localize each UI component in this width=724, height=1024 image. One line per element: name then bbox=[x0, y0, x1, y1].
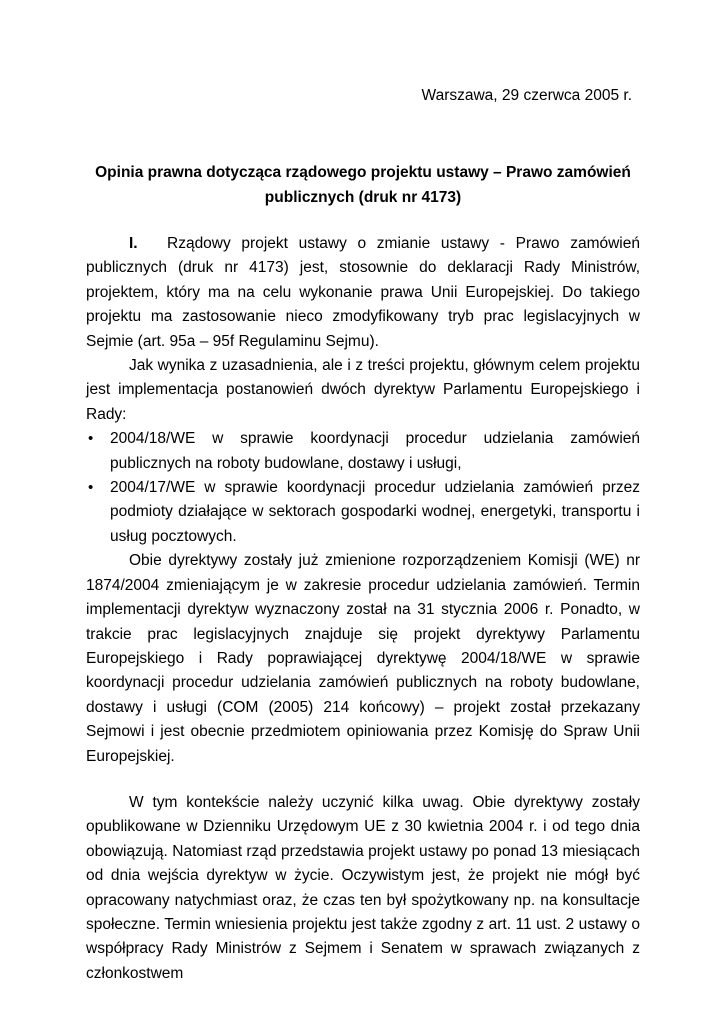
paragraph-4: W tym kontekście należy uczynić kilka uwag. Obie dyrektywy zostały opublikowane w Dzienniku Urzędowym UE z 30 kwietnia 2004 r. i od tego dnia obowiązują. Natomiast rząd przedstawia projekt ustawy po ponad 13 miesiącach od dnia wejścia dyrektyw w życie. Oczywistym jest, że projekt nie mógł być opracowany natychmiast oraz, że czas ten był spożytkowany np. na konsultacje społeczne. Termin wniesienia projektu jest także zgodny z art. 11 ust. 2 ustawy o współpracy Rady Ministrów z Sejmem i Senatem w sprawach związanych z członkostwem bbox=[86, 793, 640, 982]
document-date: Warszawa, 29 czerwca 2005 r. bbox=[421, 87, 632, 104]
document-title bbox=[86, 160, 640, 210]
paragraph-1-text: Rządowy projekt ustawy o zmianie ustawy - Prawo zamówień publicznych (druk nr 4173) jest, stosownie do deklaracji Rady Ministrów, projektem, który ma na celu wykonanie prawa Unii Europejskiej. Do takiego projektu ma zastosowanie nieco zmodyfikowany tryb prac legislacyjnych w Sejmie (art. 95a – 95f Regulaminu Sejmu). bbox=[86, 235, 640, 350]
paragraph-1 bbox=[86, 232, 640, 354]
title-line-1: Opinia prawna dotycząca rządowego projektu ustawy – Prawo zamówień bbox=[95, 164, 631, 181]
list-item-text: 2004/18/WE w sprawie koordynacji procedur udzielania zamówień publicznych na roboty budowlane, dostawy i usługi, bbox=[110, 430, 640, 472]
bullet-icon: • bbox=[88, 430, 94, 448]
list-item bbox=[86, 476, 640, 549]
paragraph-2: Jak wynika z uzasadnienia, ale i z treści projektu, głównym celem projektu jest implementacja postanowień dwóch dyrektyw Parlamentu Europejskiego i Rady: bbox=[86, 357, 640, 423]
list-item-text: 2004/17/WE w sprawie koordynacji procedur udzielania zamówień przez podmioty działające w sektorach gospodarki wodnej, energetyki, transportu i usług pocztowych. bbox=[110, 479, 640, 545]
list-item bbox=[86, 427, 640, 476]
title-line-2: publicznych (druk nr 4173) bbox=[264, 189, 462, 206]
directive-list bbox=[86, 427, 640, 549]
paragraph-spacer bbox=[86, 769, 640, 791]
paragraph-3: Obie dyrektywy zostały już zmienione rozporządzeniem Komisji (WE) nr 1874/2004 zmieniającym je w zakresie procedur udzielania zamówień. Termin implementacji dyrektyw wyznaczony został na 31 stycznia 2006 r. Ponadto, w trakcie prac legislacyjnych znajduje się projekt dyrektywy Parlamentu Europejskiego i Rady poprawiającej dyrektywę 2004/18/WE w sprawie koordynacji procedur udzielania zamówień publicznych na roboty budowlane, dostawy i usługi (COM (2005) 214 końcowy) – projekt został przekazany Sejmowi i jest obecnie przedmiotem opiniowania przez Komisję do Spraw Unii Europejskiej. bbox=[86, 552, 640, 765]
document-body bbox=[86, 232, 640, 986]
section-number: I. bbox=[129, 235, 138, 252]
bullet-icon: • bbox=[88, 479, 94, 497]
